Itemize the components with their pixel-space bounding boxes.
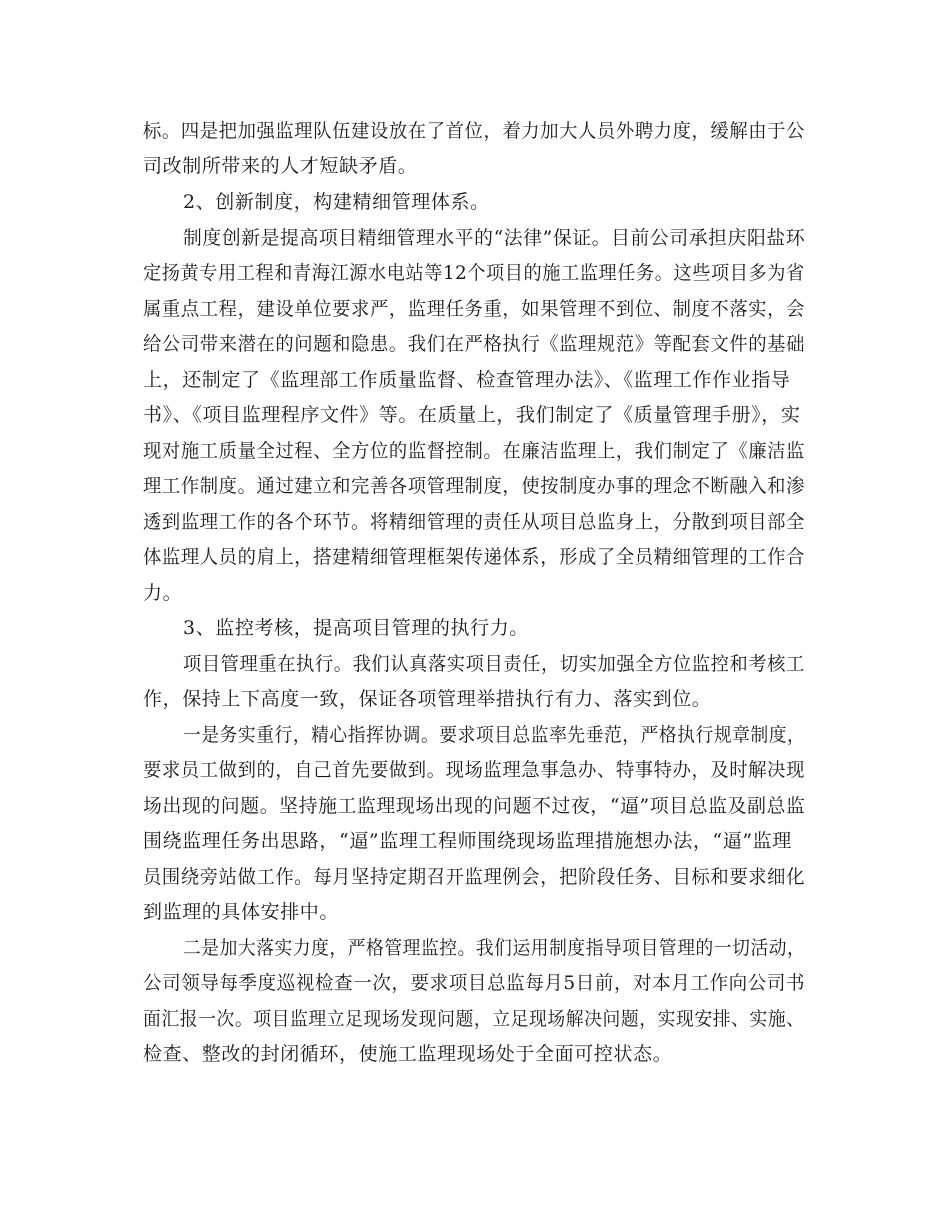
text-line: 面汇报一次。项目监理立足现场发现问题，立足现场解决问题，实现安排、实施、 bbox=[143, 1008, 805, 1030]
text-line: 制度创新是提高项目精细管理水平的“法律”保证。目前公司承担庆阳盐环 bbox=[183, 227, 806, 249]
text-line: 作，保持上下高度一致，保证各项管理举措执行有力、落实到位。 bbox=[143, 688, 712, 710]
text-line: 场出现的问题。坚持施工监理现场出现的问题不过夜，“逼”项目总监及副总监 bbox=[143, 795, 806, 817]
text-line: 透到监理工作的各个环节。将精细管理的责任从项目总监身上，分散到项目部全 bbox=[143, 511, 806, 533]
text-line: 要求员工做到的，自己首先要做到。现场监理急事急办、特事特办，及时解决现 bbox=[143, 759, 806, 781]
section-heading: 2、创新制度，构建精细管理体系。 bbox=[183, 191, 490, 213]
text-line: 理工作制度。通过建立和完善各项管理制度，使按制度办事的理念不断融入和渗 bbox=[143, 475, 806, 497]
text-line: 现对施工质量全过程、全方位的监督控制。在廉洁监理上，我们制定了《廉洁监 bbox=[143, 440, 806, 462]
text-line: 围绕监理任务出思路，“逼”监理工程师围绕现场监理措施想办法，“逼”监理 bbox=[143, 830, 792, 852]
text-line: 员围绕旁站做工作。每月坚持定期召开监理例会，把阶段任务、目标和要求细化 bbox=[143, 866, 806, 888]
text-line: 公司领导每季度巡视检查一次，要求项目总监每月5日前，对本月工作向公司书 bbox=[143, 972, 806, 994]
text-line: 检查、整改的封闭循环，使施工监理现场处于全面可控状态。 bbox=[143, 1043, 673, 1065]
text-line: 给公司带来潜在的问题和隐患。我们在严格执行《监理规范》等配套文件的基础 bbox=[143, 333, 806, 355]
text-line: 定扬黄专用工程和青海江源水电站等12个项目的施工监理任务。这些项目多为省 bbox=[143, 262, 805, 284]
text-line: 标。四是把加强监理队伍建设放在了首位，着力加大人员外聘力度，缓解由于公 bbox=[143, 120, 806, 142]
text-line: 二是加大落实力度，严格管理监控。我们运用制度指导项目管理的一切活动， bbox=[183, 937, 806, 959]
text-line: 属重点工程，建设单位要求严，监理任务重，如果管理不到位、制度不落实，会 bbox=[143, 298, 806, 320]
section-heading: 3、监控考核，提高项目管理的执行力。 bbox=[183, 617, 529, 639]
text-line: 一是务实重行，精心指挥协调。要求项目总监率先垂范，严格执行规章制度， bbox=[183, 724, 806, 746]
text-line: 上，还制定了《监理部工作质量监督、检查管理办法》、《监理工作作业指导 bbox=[143, 369, 791, 391]
text-line: 体监理人员的肩上，搭建精细管理框架传递体系，形成了全员精细管理的工作合 bbox=[143, 546, 806, 568]
text-line: 到监理的具体安排中。 bbox=[143, 901, 340, 923]
text-line: 司改制所带来的人才短缺矛盾。 bbox=[143, 155, 418, 177]
text-line: 书》、《项目监理程序文件》等。在质量上，我们制定了《质量管理手册》，实 bbox=[143, 404, 801, 426]
text-line: 力。 bbox=[143, 582, 183, 604]
text-line: 项目管理重在执行。我们认真落实项目责任，切实加强全方位监控和考核工 bbox=[183, 653, 805, 675]
